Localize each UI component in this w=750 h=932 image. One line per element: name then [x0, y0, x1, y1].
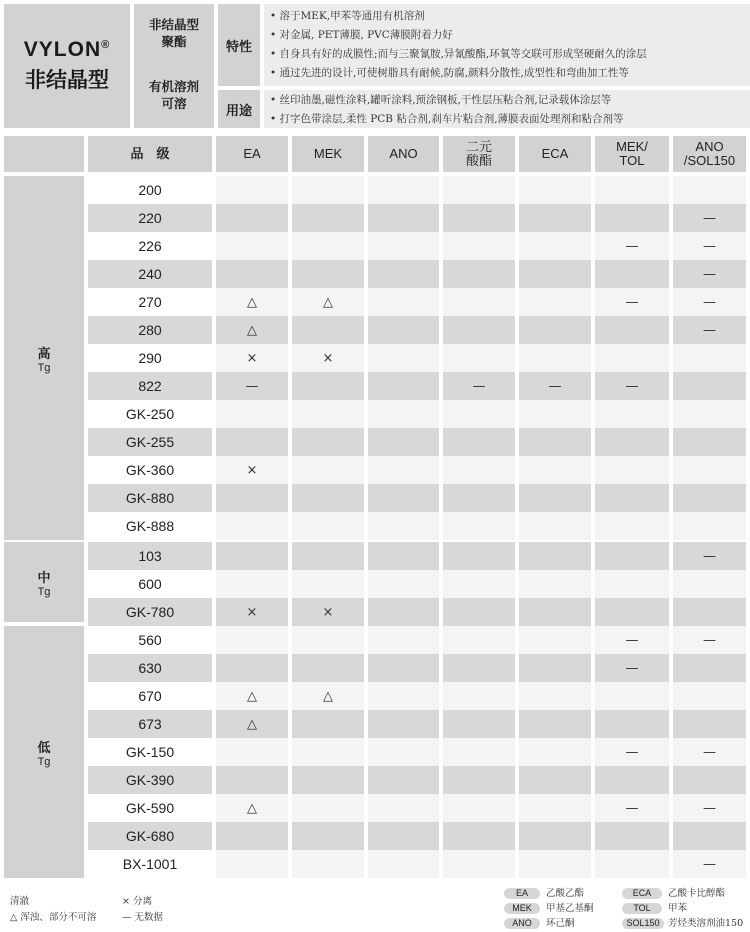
- group-tg: Tg: [37, 585, 51, 598]
- table-cell: [216, 850, 288, 878]
- table-cell: [216, 484, 288, 512]
- table-cell: —: [673, 232, 746, 260]
- table-cell: [216, 542, 288, 570]
- table-cell: [519, 682, 591, 710]
- abbr-ano: ANO: [504, 918, 540, 929]
- table-cell: [368, 232, 439, 260]
- table-cell: [443, 204, 515, 232]
- use-item: • 丝印油墨,磁性涂料,罐听涂料,预涂钢板,干性层压粘合剂,记录载体涂层等: [270, 94, 612, 106]
- grade-cell: 600: [138, 576, 162, 592]
- table-cell: —: [595, 794, 669, 822]
- table-cell: [673, 822, 746, 850]
- table-cell: [673, 598, 746, 626]
- abbr-tol-desc: 甲苯: [668, 903, 688, 914]
- grade-cell: 290: [138, 350, 162, 366]
- table-cell: [443, 766, 515, 794]
- table-cell: —: [673, 794, 746, 822]
- table-cell: [519, 542, 591, 570]
- table-cell: [673, 372, 746, 400]
- table-cell: —: [673, 288, 746, 316]
- table-cell: —: [673, 260, 746, 288]
- table-cell: —: [595, 232, 669, 260]
- table-cell: [443, 344, 515, 372]
- table-cell: [595, 456, 669, 484]
- table-cell: [292, 484, 364, 512]
- type-line4: 可溶: [161, 96, 187, 111]
- table-cell: [368, 288, 439, 316]
- table-cell: [216, 232, 288, 260]
- table-cell: [368, 484, 439, 512]
- table-cell: [216, 512, 288, 540]
- table-cell: [595, 344, 669, 372]
- table-cell: [292, 710, 364, 738]
- abbr-eca-desc: 乙酸卡比醇酯: [668, 888, 726, 899]
- abbr-ea-desc: 乙酸乙酯: [546, 888, 585, 899]
- table-cell: △: [216, 710, 288, 738]
- table-cell: [292, 850, 364, 878]
- table-cell: [519, 512, 591, 540]
- grade-cell: 270: [138, 294, 162, 310]
- table-cell: [368, 428, 439, 456]
- table-cell: [443, 484, 515, 512]
- table-cell: △: [292, 288, 364, 316]
- table-cell: [595, 570, 669, 598]
- table-cell: [443, 794, 515, 822]
- grade-cell: GK-255: [88, 428, 212, 456]
- table-cell: ×: [216, 598, 288, 626]
- brand-name: VYLON®: [23, 38, 111, 61]
- table-cell: [292, 626, 364, 654]
- table-cell: [368, 850, 439, 878]
- table-cell: [292, 260, 364, 288]
- table-cell: [595, 766, 669, 794]
- table-cell: [519, 288, 591, 316]
- table-cell: [443, 682, 515, 710]
- table-cell: [292, 570, 364, 598]
- table-cell: [368, 204, 439, 232]
- table-cell: [216, 570, 288, 598]
- grade-cell: 560: [138, 632, 162, 648]
- table-cell: [595, 542, 669, 570]
- table-cell: ×: [292, 344, 364, 372]
- table-cell: [292, 372, 364, 400]
- table-cell: [519, 428, 591, 456]
- table-cell: [519, 570, 591, 598]
- grade-cell: 670: [138, 688, 162, 704]
- table-cell: [368, 570, 439, 598]
- table-cell: [595, 512, 669, 540]
- uses-list: [264, 90, 750, 128]
- grade-cell: GK-590: [125, 800, 175, 816]
- table-cell: [519, 260, 591, 288]
- group-name: 低: [37, 740, 51, 756]
- legend-turbid: △ 浑浊、部分不可溶: [10, 912, 97, 923]
- table-cell: [443, 512, 515, 540]
- table-cell: [443, 710, 515, 738]
- uses-label: 用途: [218, 90, 260, 128]
- grade-cell: 240: [88, 260, 212, 288]
- table-cell: [216, 738, 288, 766]
- abbr-eca: ECA: [622, 888, 662, 899]
- table-cell: [519, 738, 591, 766]
- type-line2: 聚酯: [161, 34, 187, 49]
- feature-item: • 溶于MEK,甲苯等通用有机溶剂: [270, 10, 425, 22]
- table-cell: [443, 316, 515, 344]
- table-cell: —: [519, 372, 591, 400]
- table-cell: [519, 232, 591, 260]
- table-cell: ×: [292, 598, 364, 626]
- table-cell: [443, 176, 515, 204]
- table-cell: [216, 400, 288, 428]
- group-tg: Tg: [37, 755, 51, 768]
- table-cell: —: [216, 372, 288, 400]
- table-cell: [368, 710, 439, 738]
- legend-clear: 清澈: [10, 896, 30, 907]
- table-cell: △: [216, 682, 288, 710]
- table-cell: [368, 456, 439, 484]
- feature-item: • 自身具有好的成膜性;而与三聚氰胺,异氰酸酯,环氧等交联可形成坚硬耐久的涂层: [270, 48, 647, 60]
- use-item: • 打字色带涂层,柔性 PCB 粘合剂,刹车片粘合剂,薄膜表面处理剂和粘合剂等: [270, 113, 624, 125]
- table-cell: [443, 232, 515, 260]
- table-cell: [368, 682, 439, 710]
- table-cell: [292, 542, 364, 570]
- table-cell: [673, 710, 746, 738]
- table-cell: [292, 456, 364, 484]
- table-cell: [368, 260, 439, 288]
- table-cell: [368, 794, 439, 822]
- table-cell: [368, 626, 439, 654]
- table-cell: [673, 456, 746, 484]
- grade-cell: GK-780: [88, 598, 212, 626]
- table-cell: [368, 738, 439, 766]
- table-cell: [216, 822, 288, 850]
- table-cell: [595, 710, 669, 738]
- table-cell: —: [595, 738, 669, 766]
- table-cell: [216, 204, 288, 232]
- grade-cell: 226: [138, 238, 162, 254]
- legend-nodata: — 无数据: [122, 912, 164, 923]
- table-cell: [443, 570, 515, 598]
- table-cell: [443, 598, 515, 626]
- table-cell: [673, 484, 746, 512]
- table-cell: [292, 232, 364, 260]
- table-cell: [368, 316, 439, 344]
- grade-cell: 200: [138, 182, 162, 198]
- table-cell: [292, 204, 364, 232]
- table-cell: [673, 570, 746, 598]
- table-cell: [673, 428, 746, 456]
- table-cell: [595, 822, 669, 850]
- grade-header: 品 级: [88, 136, 212, 172]
- abbr-sol150-desc: 芳烃类溶剂油150: [668, 918, 744, 929]
- features-list: [264, 4, 750, 86]
- table-cell: —: [673, 850, 746, 878]
- group-tg: Tg: [37, 361, 51, 374]
- table-cell: [519, 766, 591, 794]
- table-cell: [216, 176, 288, 204]
- group-name: 中: [37, 570, 51, 586]
- group-name: 高: [37, 346, 51, 362]
- group-high-tg: [4, 176, 84, 540]
- table-cell: [443, 400, 515, 428]
- table-cell: [292, 428, 364, 456]
- table-cell: —: [673, 626, 746, 654]
- table-cell: [368, 822, 439, 850]
- table-cell: [595, 484, 669, 512]
- column-header: MEK/ TOL: [595, 136, 669, 172]
- type-box: [134, 4, 214, 128]
- table-cell: —: [595, 288, 669, 316]
- table-cell: △: [216, 316, 288, 344]
- grade-cell: GK-360: [125, 462, 175, 478]
- grade-cell: GK-888: [125, 518, 175, 534]
- grade-cell: 103: [88, 542, 212, 570]
- table-cell: [443, 288, 515, 316]
- table-cell: —: [595, 654, 669, 682]
- table-cell: [595, 260, 669, 288]
- table-cell: [595, 682, 669, 710]
- abbr-ano-desc: 环己酮: [546, 918, 575, 929]
- table-cell: [443, 822, 515, 850]
- abbr-ea: EA: [504, 888, 540, 899]
- table-cell: [519, 710, 591, 738]
- table-cell: [292, 766, 364, 794]
- table-cell: [292, 316, 364, 344]
- table-cell: [292, 512, 364, 540]
- table-cell: [519, 794, 591, 822]
- table-cell: [216, 654, 288, 682]
- table-cell: ×: [216, 456, 288, 484]
- grade-cell: 630: [88, 654, 212, 682]
- grade-cell: BX-1001: [122, 856, 178, 872]
- table-cell: [443, 428, 515, 456]
- legend-separate: × 分离: [122, 896, 153, 907]
- abbr-sol150: SOL150: [622, 918, 664, 929]
- table-cell: [216, 428, 288, 456]
- table-cell: —: [673, 542, 746, 570]
- table-cell: [292, 738, 364, 766]
- column-header: ANO: [368, 136, 439, 172]
- table-cell: [443, 654, 515, 682]
- table-cell: [368, 512, 439, 540]
- grade-cell: GK-250: [125, 406, 175, 422]
- grade-cell: 673: [88, 710, 212, 738]
- table-cell: [673, 654, 746, 682]
- table-cell: [216, 766, 288, 794]
- table-cell: △: [216, 288, 288, 316]
- table-cell: [595, 598, 669, 626]
- table-cell: [368, 542, 439, 570]
- feature-item: • 对金属, PET薄膜, PVC薄膜附着力好: [270, 29, 453, 41]
- table-cell: —: [673, 738, 746, 766]
- table-cell: [673, 400, 746, 428]
- table-cell: [292, 400, 364, 428]
- grade-cell: GK-880: [88, 484, 212, 512]
- table-cell: [216, 260, 288, 288]
- table-cell: [443, 542, 515, 570]
- table-cell: [519, 626, 591, 654]
- table-cell: [519, 176, 591, 204]
- table-cell: [595, 850, 669, 878]
- table-cell: —: [673, 204, 746, 232]
- group-mid-tg: [4, 542, 84, 622]
- table-cell: —: [595, 372, 669, 400]
- column-header: ANO /SOL150: [673, 136, 746, 172]
- table-cell: [673, 512, 746, 540]
- table-cell: [443, 850, 515, 878]
- table-cell: [595, 204, 669, 232]
- table-cell: [673, 766, 746, 794]
- grade-cell: 220: [88, 204, 212, 232]
- table-cell: —: [673, 316, 746, 344]
- table-cell: [368, 344, 439, 372]
- table-cell: [368, 598, 439, 626]
- table-cell: [368, 372, 439, 400]
- brand-subtitle: 非结晶型: [25, 67, 109, 92]
- features-label: 特性: [218, 4, 260, 86]
- header-corner: [4, 136, 84, 172]
- table-cell: [519, 204, 591, 232]
- table-cell: [292, 654, 364, 682]
- table-cell: [519, 344, 591, 372]
- table-cell: [216, 626, 288, 654]
- grade-cell: GK-150: [125, 744, 175, 760]
- brand-box: [4, 4, 130, 128]
- grade-cell: GK-680: [88, 822, 212, 850]
- table-cell: [292, 176, 364, 204]
- abbr-mek: MEK: [504, 903, 540, 914]
- table-cell: [368, 766, 439, 794]
- table-cell: [673, 176, 746, 204]
- column-header: ECA: [519, 136, 591, 172]
- table-cell: [519, 598, 591, 626]
- table-cell: [443, 626, 515, 654]
- column-header: MEK: [292, 136, 364, 172]
- table-cell: [595, 428, 669, 456]
- type-line3: 有机溶剂: [148, 79, 199, 94]
- table-cell: [292, 794, 364, 822]
- table-cell: [519, 654, 591, 682]
- grade-cell: 822: [88, 372, 212, 400]
- table-cell: [519, 484, 591, 512]
- grade-cell: 280: [88, 316, 212, 344]
- table-cell: [368, 654, 439, 682]
- table-cell: [443, 738, 515, 766]
- table-cell: [292, 822, 364, 850]
- table-cell: [368, 400, 439, 428]
- table-cell: [443, 260, 515, 288]
- table-cell: △: [216, 794, 288, 822]
- table-cell: [673, 344, 746, 372]
- column-header: EA: [216, 136, 288, 172]
- table-cell: [519, 400, 591, 428]
- abbr-mek-desc: 甲基乙基酮: [546, 903, 594, 914]
- table-cell: [519, 316, 591, 344]
- table-cell: —: [595, 626, 669, 654]
- table-cell: [595, 400, 669, 428]
- table-cell: [595, 176, 669, 204]
- table-cell: —: [443, 372, 515, 400]
- table-cell: [595, 316, 669, 344]
- table-cell: [368, 176, 439, 204]
- column-header: 二元 酸酯: [443, 136, 515, 172]
- table-cell: [519, 822, 591, 850]
- table-cell: [519, 456, 591, 484]
- table-cell: △: [292, 682, 364, 710]
- table-cell: [673, 682, 746, 710]
- table-cell: [443, 456, 515, 484]
- grade-cell: GK-390: [88, 766, 212, 794]
- type-line1: 非结晶型: [148, 17, 199, 32]
- abbr-tol: TOL: [622, 903, 662, 914]
- header: [0, 0, 750, 132]
- table-cell: [519, 850, 591, 878]
- table-cell: ×: [216, 344, 288, 372]
- group-low-tg: [4, 626, 84, 878]
- feature-item: • 通过先进的设计,可使树脂具有耐候,防腐,颜料分散性,成型性和弯曲加工性等: [270, 67, 629, 79]
